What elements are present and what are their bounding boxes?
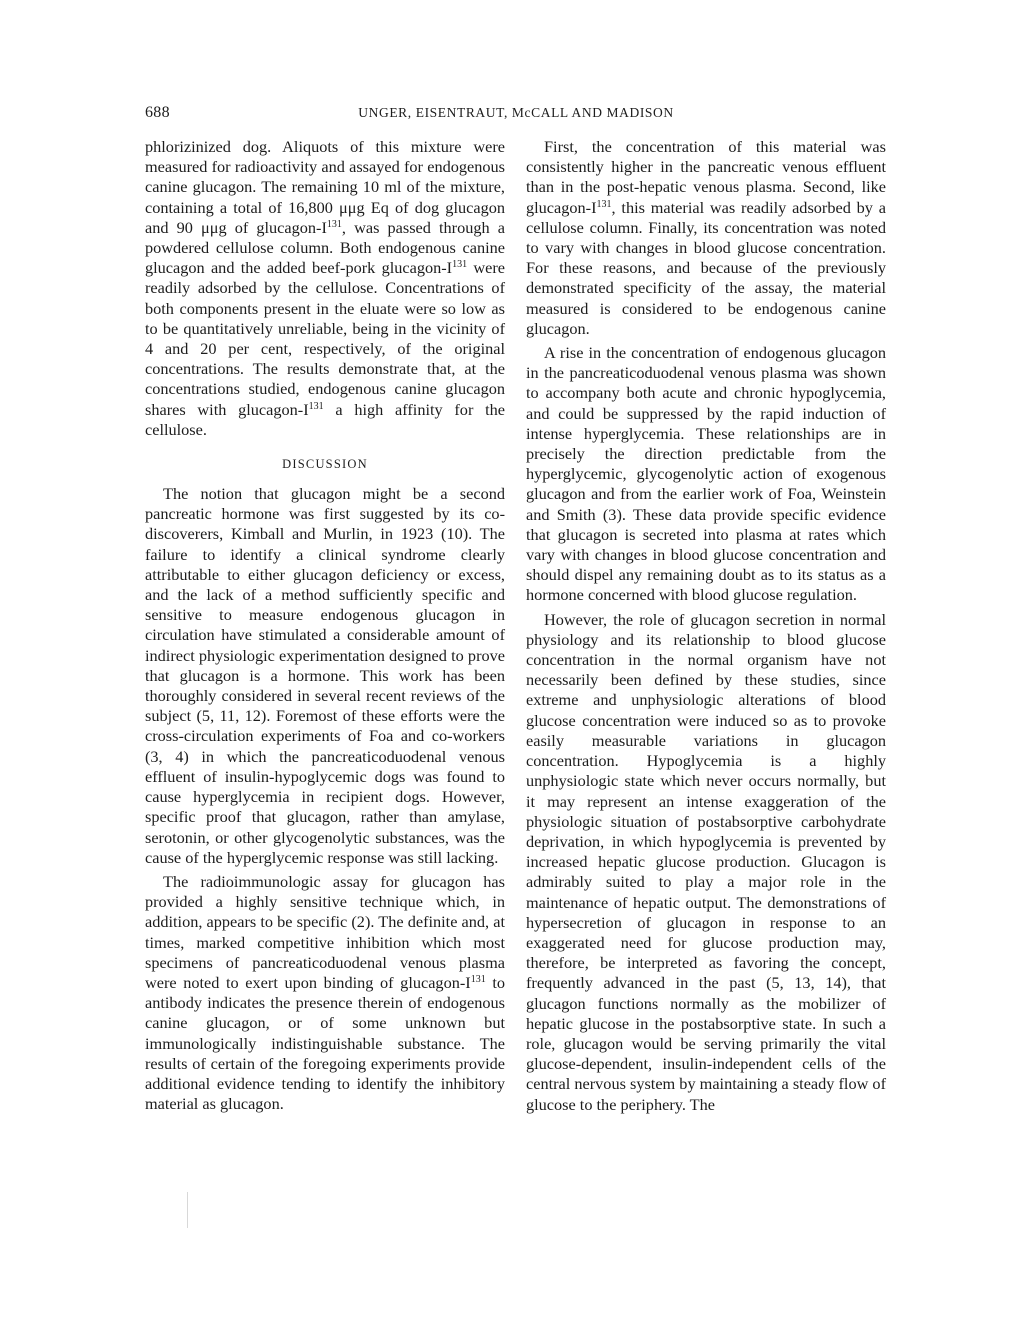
paragraph: A rise in the concentration of endogenous glucagon in the pancreaticoduodenal venous plasma was shown to accompany both acute and chronic hypoglycemia, and could be suppressed by the rapid induction of intense hyperglycemia. These relationships are in precisely the direction predictable from the hyperglycemic, glycogenolytic action of exogenous glucagon and from the earlier work of Foa, Weinstein and Smith (3). These data provide specific evidence that glucagon is secreted into plasma at rates which vary with changes in blood glucose concentration and should dispel any remaining doubt as to its status as a hormone concerned with blood glucose regulation.	[526, 343, 886, 605]
paragraph: However, the role of glucagon secretion in normal physiology and its relationship to blood glucose concentration in the normal organism have not necessarily been defined by these studies, since extreme and unphysiologic alterations of blood glucose concentration were induced so as to provoke easily measurable variations in glucagon concentration. Hypoglycemia is a highly unphysiologic state which never occurs normally, but it may represent an intense exaggeration of the physiologic situation of postabsorptive carbohydrate deprivation, in which hypoglycemia is prevented by increased hepatic glucose production. Glucagon is admirably suited to play a major role in the maintenance of hepatic output. The demonstrations of hypersecretion of glucagon in response to an exaggerated need for glucose production may, therefore, be interpreted as favoring the concept, frequently advanced in the past (5, 13, 14), that glucagon functions normally as the mobilizer of hepatic glucose in the postabsorptive state. In such a role, glucagon would be serving primarily the vital glucose-dependent, insulin-independent cells of the central nervous system by maintaining a steady flow of glucose to the periphery. The	[526, 609, 886, 1114]
page-number: 688	[145, 104, 170, 121]
scan-mark	[187, 1192, 188, 1228]
running-title: UNGER, EISENTRAUT, McCALL AND MADISON	[358, 105, 674, 120]
running-head	[145, 104, 887, 126]
paragraph: The notion that glucagon might be a second pancreatic hormone was first suggested by its co-discoverers, Kimball and Murlin, in 1923 (10). The failure to identify a clinical syndrome clearly attributable to either glucagon deficiency or excess, and the lack of a method sufficiently specific and sensitive to measure endogenous glucagon in circulation have stimulated a considerable amount of indirect physiologic experimentation designed to prove that glucagon is a hormone. This work has been thoroughly considered in several recent reviews of the subject (5, 11, 12). Foremost of these efforts were the cross-circulation experiments of Foa and co-workers (3, 4) in which the pancreaticoduodenal venous effluent of insulin-hypoglycemic dogs was found to cause hyperglycemia in recipient dogs. However, specific proof that glucagon, rather than amylase, serotonin, or other glycogenolytic substances, was the cause of the hyperglycemic response was still lacking.	[145, 484, 505, 867]
paragraph: First, the concentration of this material was consistently higher in the pancreatic venous effluent than in the post-hepatic venous plasma. Second, like glucagon-$I^{131}$, this material was readily adsorbed by a cellulose column. Finally, its concentration was noted to vary with changes in blood glucose concentration. For these reasons, and because of the previously demonstrated specificity of the assay, the material measured is considered to be endogenous canine glucagon.	[526, 137, 886, 338]
right-column	[526, 137, 886, 1119]
superscript: 131	[596, 198, 612, 210]
paragraph: The radioimmunologic assay for glucagon has provided a highly sensitive technique which, in addition, appears to be specific (2). The definite and, at times, marked competitive inhibition which most specimens of pancreaticoduodenal venous plasma were noted to exert upon binding of glucagon-$I^{131}$ to antibody indicates the presence therein of endogenous canine glucagon, or of some unknown but immunologically indistinguishable substance. The results of certain of the foregoing experiments provide additional evidence tending to identify the inhibitory material as glucagon.	[145, 871, 505, 1114]
left-column	[145, 137, 505, 1118]
superscript: 131	[326, 218, 342, 230]
paragraph-continued: phlorizinized dog. Aliquots of this mixture were measured for radioactivity and assayed for endogenous canine glucagon. The remaining 10 ml of the mixture, containing a total of 16,800 μμg Eq of dog glucagon and 90 μμg of glucagon-$I^{131}$, was passed through a powdered cellulose column. Both endogenous canine glucagon and the added beef-pork glucagon-$I^{131}$ were readily adsorbed by the cellulose. Concentrations of both components present in the eluate were so low as to be quantitatively unreliable, being in the vicinity of 4 and 20 per cent, respectively, of the original concentrations. The results demonstrate that, at the concentrations studied, endogenous canine glucagon shares with glucagon-$I^{131}$ a high affinity for the cellulose.	[145, 137, 506, 439]
superscript: 131	[308, 400, 324, 412]
superscript: 131	[470, 973, 486, 985]
section-heading-discussion: DISCUSSION	[282, 457, 368, 472]
superscript: 131	[452, 259, 468, 271]
